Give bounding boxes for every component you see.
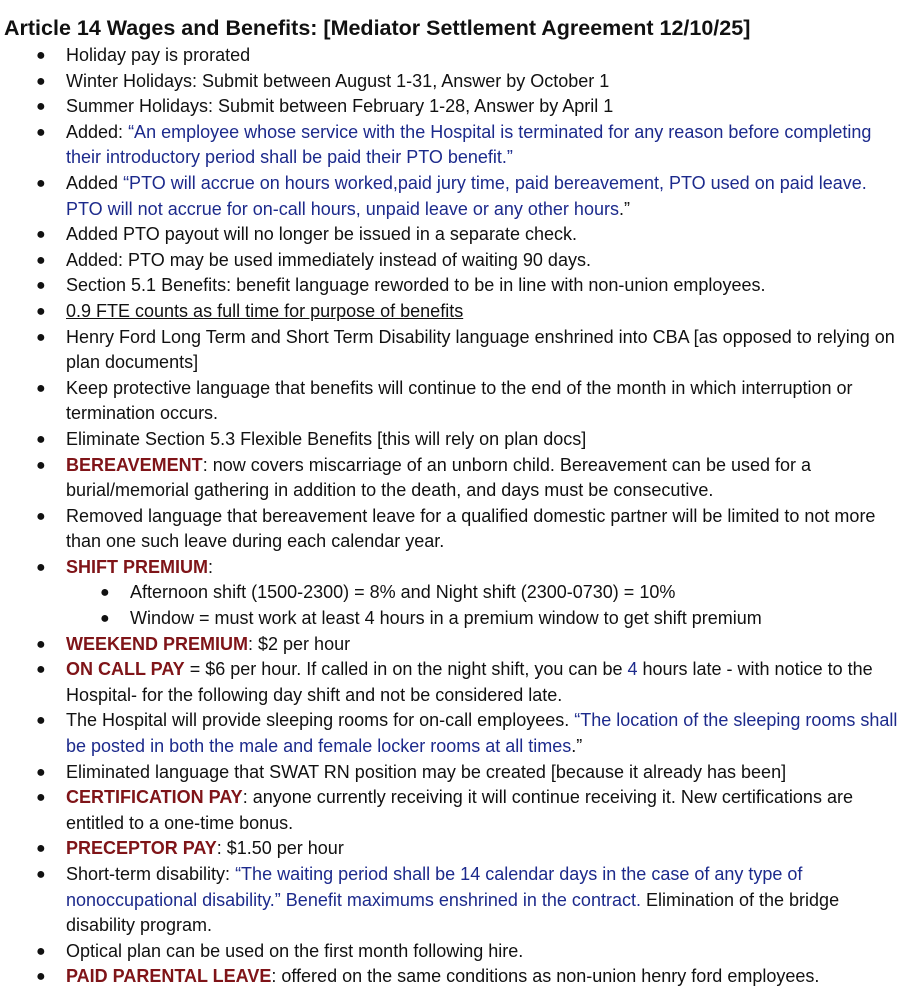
list-item bbox=[4, 453, 907, 504]
quoted-text: “PTO will accrue on hours worked,paid jury time, paid bereavement, PTO used on paid leave. PTO will not accrue for on-call hours, unpaid leave or any other hours bbox=[66, 172, 867, 219]
list-item bbox=[4, 94, 907, 120]
bullet-icon: ● bbox=[36, 558, 46, 576]
item-text: : anyone currently receiving it will continue receiving it. New certifications are entitled to a one-time bonus. bbox=[66, 787, 853, 833]
bullet-icon: ● bbox=[36, 968, 46, 986]
bullet-icon: ● bbox=[36, 174, 46, 192]
item-text: Section 5.1 Benefits: benefit language reworded to be in line with non-union employees. bbox=[66, 275, 766, 296]
bullet-icon: ● bbox=[36, 635, 46, 653]
item-text: : now covers miscarriage of an unborn child. Bereavement can be used for a burial/memorial gathering in addition to the death, and days must be consecutive. bbox=[66, 454, 812, 501]
item-text: Elimination of the bridge disability program. bbox=[66, 889, 840, 936]
list-item bbox=[4, 69, 907, 95]
list-item bbox=[4, 555, 907, 632]
item-text: Afternoon shift (1500-2300) = 8% and Night shift (2300-0730) = 10% bbox=[130, 582, 676, 603]
item-text: Added: PTO may be used immediately instead of waiting 90 days. bbox=[66, 249, 591, 270]
bullet-icon: ● bbox=[36, 866, 46, 883]
quoted-text: “The location of the sleeping rooms shall be posted in both the male and female locker rooms at all times bbox=[66, 710, 898, 757]
list-item bbox=[4, 120, 907, 171]
item-text: = $6 per hour. If called in on the night shift, you can be bbox=[184, 659, 628, 680]
bullet-icon: ● bbox=[36, 507, 46, 525]
item-text: Short-term disability: bbox=[66, 864, 236, 884]
list-item bbox=[4, 171, 907, 222]
section-label: PRECEPTOR PAY bbox=[66, 838, 217, 859]
list-item bbox=[4, 836, 907, 862]
quoted-text: 4 bbox=[627, 659, 638, 680]
list-item bbox=[4, 657, 907, 708]
section-label: SHIFT PREMIUM bbox=[66, 556, 208, 577]
item-text: Eliminated language that SWAT RN position may be created [because it already has been] bbox=[66, 761, 787, 782]
item-text: Henry Ford Long Term and Short Term Disability language enshrined into CBA [as opposed to relying on plan documents] bbox=[66, 326, 895, 373]
list-item bbox=[4, 760, 907, 786]
item-text: : bbox=[208, 556, 214, 577]
item-text: : $1.50 per hour bbox=[216, 838, 344, 859]
item-text: .” bbox=[571, 736, 583, 757]
item-text: 0.9 FTE counts as full time for purpose of benefits bbox=[66, 300, 464, 321]
list-item bbox=[4, 427, 907, 453]
bullet-icon: ● bbox=[36, 226, 46, 244]
bullet-icon: ● bbox=[36, 456, 46, 474]
bullet-icon: ● bbox=[36, 47, 46, 64]
bullet-icon: ● bbox=[36, 328, 46, 346]
list-item bbox=[4, 299, 907, 325]
list-item bbox=[4, 862, 907, 939]
list-item bbox=[4, 708, 907, 759]
list-item bbox=[4, 785, 907, 836]
sub-list-item bbox=[66, 606, 901, 632]
bullet-icon: ● bbox=[36, 72, 46, 90]
section-label: CERTIFICATION PAY bbox=[66, 787, 243, 808]
item-text: Removed language that bereavement leave for a qualified domestic partner will be limited to not more than one such leave during each calendar year. bbox=[66, 505, 876, 552]
quoted-text: “The waiting period shall be 14 calendar days in the case of any type of nonoccupational disability.” Benefit maximums enshrined in the contract. bbox=[66, 864, 803, 910]
bullet-icon: ● bbox=[36, 661, 46, 679]
bullet-icon: ● bbox=[36, 251, 46, 269]
bullet-icon: ● bbox=[36, 430, 46, 448]
bullet-icon: ● bbox=[36, 789, 46, 807]
list-item bbox=[4, 964, 907, 990]
bullet-icon: ● bbox=[36, 98, 46, 116]
bullet-icon: ● bbox=[36, 123, 46, 141]
item-text: Added bbox=[66, 172, 124, 193]
item-text: : $2 per hour bbox=[248, 633, 351, 654]
item-text: Holiday pay is prorated bbox=[66, 45, 251, 65]
bullet-icon: ● bbox=[36, 277, 46, 295]
list-item bbox=[4, 504, 907, 555]
item-text: hours late - with notice to the Hospital- for the following day shift and not be considered late. bbox=[66, 659, 873, 705]
list-item bbox=[4, 325, 907, 376]
item-text: The Hospital will provide sleeping rooms for on-call employees. bbox=[66, 710, 575, 731]
sub-list-item bbox=[66, 580, 901, 606]
bullet-icon: ● bbox=[36, 840, 46, 858]
list-item bbox=[4, 248, 907, 274]
bullet-icon: ● bbox=[100, 610, 110, 628]
bullet-icon: ● bbox=[100, 584, 110, 602]
bullet-icon: ● bbox=[36, 712, 46, 730]
list-item bbox=[4, 43, 907, 69]
section-label: BEREAVEMENT bbox=[66, 454, 203, 475]
list-item bbox=[4, 222, 907, 248]
bullet-icon: ● bbox=[36, 763, 46, 781]
list-item bbox=[4, 273, 907, 299]
item-text: Added PTO payout will no longer be issued in a separate check. bbox=[66, 224, 577, 245]
bullet-icon: ● bbox=[36, 379, 46, 397]
item-text: Optical plan can be used on the first month following hire. bbox=[66, 940, 524, 961]
item-text: .” bbox=[618, 198, 630, 219]
list-item bbox=[4, 632, 907, 658]
item-text: : offered on the same conditions as non-union henry ford employees. bbox=[271, 966, 820, 987]
item-text: Window = must work at least 4 hours in a premium window to get shift premium bbox=[130, 608, 762, 629]
document-title: Article 14 Wages and Benefits: [Mediator Settlement Agreement 12/10/25] bbox=[4, 16, 751, 40]
quoted-text: “An employee whose service with the Hospital is terminated for any reason before completing their introductory period shall be paid their PTO benefit.” bbox=[66, 121, 872, 168]
item-text: Winter Holidays: Submit between August 1-31, Answer by October 1 bbox=[66, 70, 610, 91]
sub-list bbox=[66, 580, 901, 631]
item-text: Keep protective language that benefits will continue to the end of the month in which interruption or termination occurs. bbox=[66, 377, 853, 424]
item-text: Added: bbox=[66, 121, 129, 142]
section-label: WEEKEND PREMIUM bbox=[66, 633, 249, 654]
item-text: Eliminate Section 5.3 Flexible Benefits [this will rely on plan docs] bbox=[66, 428, 587, 449]
bullet-list bbox=[4, 43, 907, 990]
bullet-icon: ● bbox=[36, 942, 46, 960]
list-item bbox=[4, 376, 907, 427]
section-label: PAID PARENTAL LEAVE bbox=[66, 966, 272, 987]
item-text: Summer Holidays: Submit between February 1-28, Answer by April 1 bbox=[66, 96, 614, 117]
section-label: ON CALL PAY bbox=[66, 659, 185, 680]
bullet-icon: ● bbox=[36, 302, 46, 320]
list-item bbox=[4, 939, 907, 965]
